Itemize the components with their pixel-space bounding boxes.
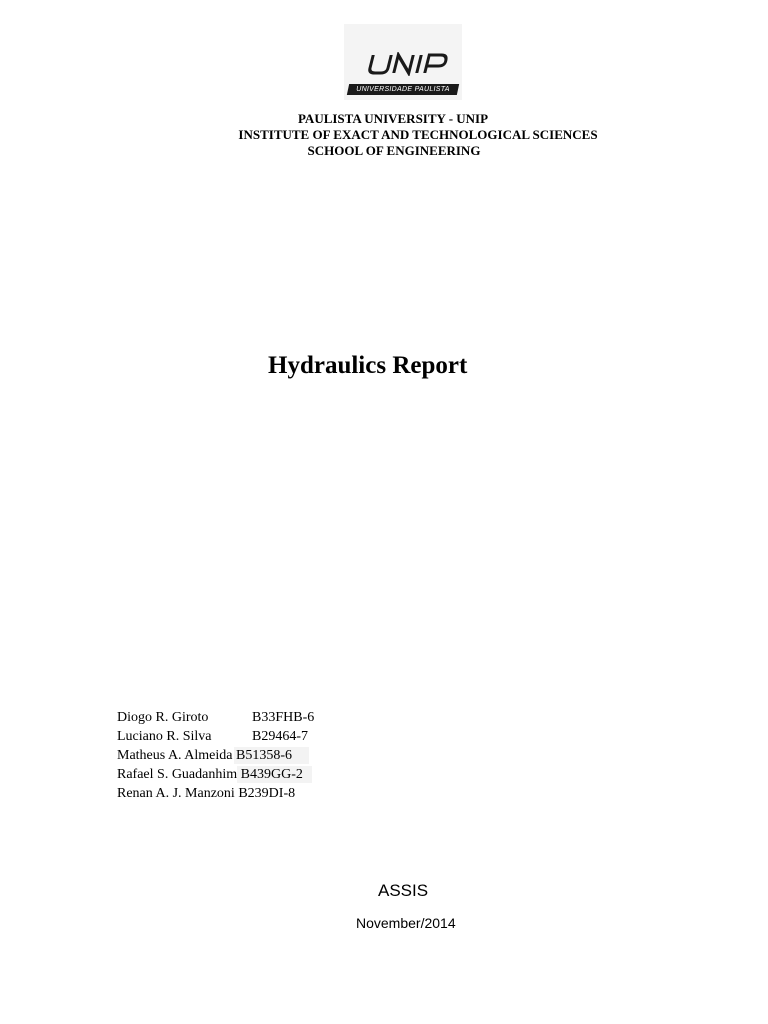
- logo-band-text: UNIVERSIDADE PAULISTA: [356, 86, 450, 93]
- author-name: Luciano R. Silva: [117, 729, 212, 744]
- unip-logo: [344, 24, 462, 100]
- university-name: PAULISTA UNIVERSITY - UNIP: [297, 111, 489, 126]
- author-id: B239DI-8: [238, 786, 296, 801]
- city: ASSIS: [378, 881, 429, 900]
- author-name: Matheus A. Almeida: [117, 748, 233, 763]
- date: November/2014: [356, 915, 456, 931]
- author-row: [117, 728, 308, 747]
- report-title: Hydraulics Report: [268, 352, 468, 379]
- author-id: B439GG-2: [240, 767, 303, 782]
- school-name: SCHOOL OF ENGINEERING: [307, 143, 481, 158]
- author-row: [117, 785, 303, 804]
- author-name: Rafael S. Guadanhim: [117, 767, 238, 782]
- author-id: B33FHB-6: [252, 710, 315, 725]
- author-row: [117, 766, 303, 785]
- author-list: [117, 709, 315, 804]
- author-id: B29464-7: [252, 729, 308, 744]
- unip-wordmark: [344, 52, 462, 74]
- author-name: Diogo R. Giroto: [117, 710, 209, 725]
- institute-name: INSTITUTE OF EXACT AND TECHNOLOGICAL SCIENCES: [238, 127, 598, 142]
- author-name: Renan A. J. Manzoni: [117, 786, 235, 801]
- author-id: B51358-6: [236, 748, 292, 763]
- author-row: [117, 709, 315, 728]
- author-row: [117, 747, 303, 766]
